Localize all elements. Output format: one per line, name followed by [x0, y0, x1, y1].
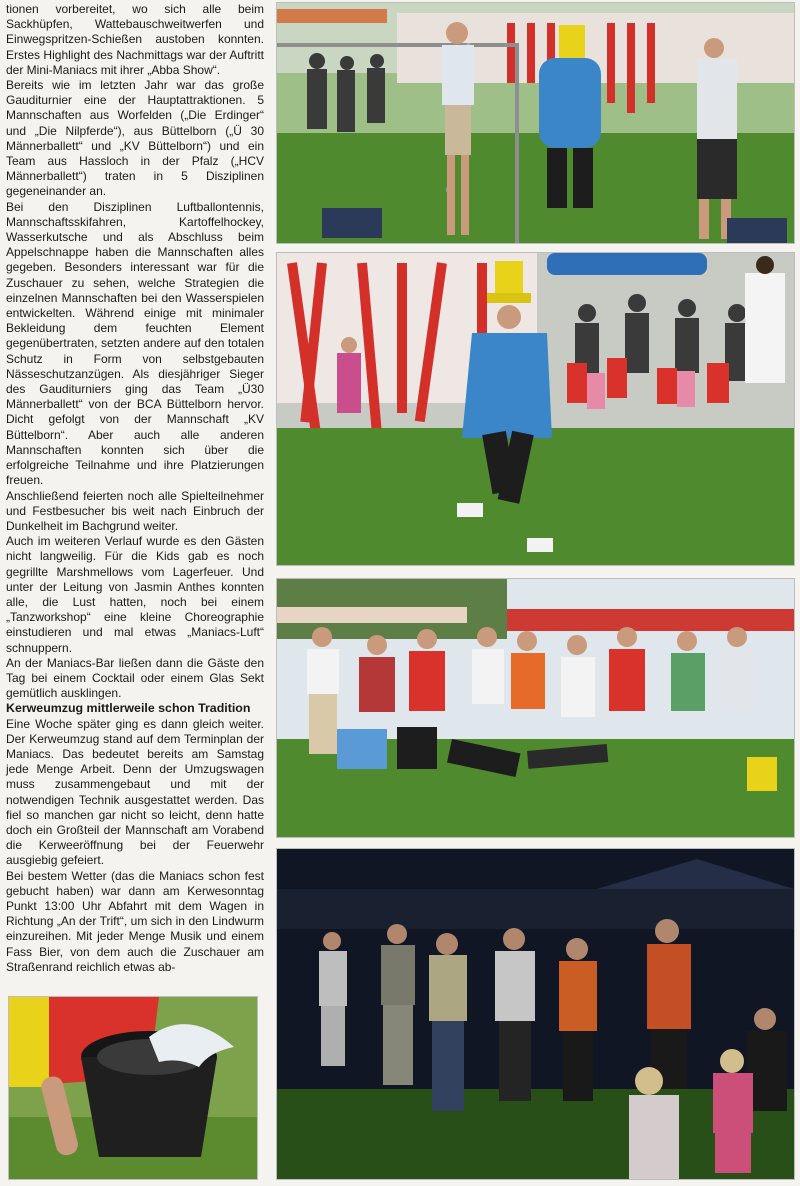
article-text-column [6, 2, 264, 975]
photo-water-tub-image [9, 997, 257, 1179]
article-paragraph: Bei bestem Wetter (das die Maniacs schon fest gebucht haben) war dann am Kerwesonntag Punkt 13:00 Uhr Abfahrt mit dem Wagen in Richtung „An der Trift“, um sich in den Lindwurm einzureihen. Mit jeder Menge Musik und einem Fass Bier, von dem auch die Zuschauer am Straßenrand reichlich etwas ab- [6, 868, 264, 974]
article-subheading: Kerweumzug mittlerweile schon Tradition [6, 701, 251, 716]
article-paragraph: Anschließend feierten noch alle Spielteilnehmer und Festbesucher bis weit nach Einbruch der Dunkelheit im Bachgrund weiter. [6, 488, 264, 533]
photo-night-dance-image [277, 849, 794, 1179]
article-paragraph: Bereits wie im letzten Jahr war das große Gauditurnier eine der Hauptattraktionen. 5 Mannschaften aus Worfelden („Die Erdinger“ und „Die Nilpferde“), aus Büttelborn („Ü 30 Männerballett“ und „KV Büttelborn“) und ein Team aus Hassloch in der Pfalz („HCV Männerballett“) traten in 5 Disziplinen gegeneinander an. [6, 78, 264, 199]
article-paragraph: An der Maniacs-Bar ließen dann die Gäste den Tag bei einem Cocktail oder einem Glas Sekt gemütlich ausklingen. [6, 655, 264, 701]
article-paragraph: Auch im weiteren Verlauf wurde es den Gästen nicht langweilig. Für die Kids gab es noch gegrillte Marshmellows vom Lagerfeuer. Und unter der Leitung von Jasmin Anthes konnten alle, die Lust hatten, noch bei einem „Tanzworkshop“ eine kleine Choreographie einstudieren und mal etwas „Maniacs-Luft“ schnuppern. [6, 534, 264, 655]
article-paragraph: Eine Woche später ging es dann gleich weiter. Der Kerweumzug stand auf dem Terminplan der Maniacs. Das bedeutet bereits am Samstag jede Menge Arbeit. Denn der Umzugswagen muss zusammengebaut und mit der notwendigen Technik ausgestattet werden. Das fiel so manchen gar nicht so leicht, denn hatte doch ein Großteil der Mannschaft am Vorabend die Kerweeröffnung bei der Feuerwehr ausgiebig gefeiert. [6, 716, 264, 868]
photo-rain-cape-runner [276, 252, 795, 566]
photo-team-group-image [277, 579, 794, 837]
photo-water-tub [8, 996, 258, 1180]
photo-night-dance [276, 848, 795, 1180]
article-paragraph: tionen vorbereitet, wo sich alle beim Sackhüpfen, Wattebauschweitwerfen und Einwegspritzen-Schießen austoben konnten. Erstes Highlight des Nachmittags war der Auftritt der Mini-Maniacs mit ihrer „Abba Show“. [6, 2, 264, 77]
article-paragraph: Bei den Disziplinen Luftballontennis, Mannschaftsskifahren, Kartoffelhockey, Wasserkutsche und als Abschluss beim Appelschnappe haben die Mannschaften alles gegeben. Besonders interessant war für die Zuschauer zu sehen, welche Strategien die einzelnen Mannschaften bei den Wasserspielen entwickelten. Während einige mit minimaler Bekleidung dem feuchten Element gegenübertraten, setzten andere auf den totalen Schutz in Form von selbstgebauten Nässeschutzanzügen. Als diesjähriger Sieger des Gauditurniers ging das Team „Ü30 Männerballett“ von der BCA Büttelborn hervor. Dicht gefolgt von der Mannschaft „KV Büttelborn“. Aber auch alle anderen Mannschaften konnten sich über die erfolgreiche Teilnahme und ihre Platzierungen freuen. [6, 199, 264, 488]
photo-team-group [276, 578, 795, 838]
photo-swing-game [276, 2, 795, 244]
photo-rain-cape-runner-image [277, 253, 794, 565]
photo-swing-game-image [277, 3, 794, 243]
